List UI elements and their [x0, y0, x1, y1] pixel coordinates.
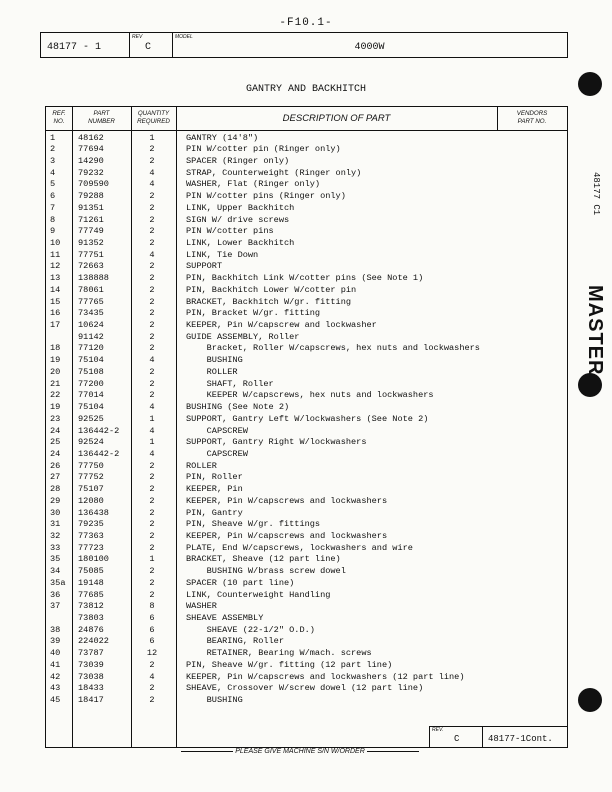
- ref-no: 27: [50, 472, 61, 483]
- table-row: [46, 308, 567, 320]
- quantity: 6: [149, 613, 155, 624]
- quantity: 2: [149, 273, 155, 284]
- table-row: [46, 437, 567, 449]
- part-number: 18417: [78, 695, 104, 706]
- quantity: 2: [149, 284, 155, 295]
- quantity: 2: [149, 202, 155, 213]
- part-number: 77750: [78, 460, 104, 471]
- description: BUSHING W/brass screw dowel: [186, 566, 346, 577]
- part-number: 24876: [78, 624, 104, 635]
- ref-no: 39: [50, 636, 61, 647]
- ref-no: 37: [50, 601, 61, 612]
- ref-no: 23: [50, 413, 61, 424]
- part-number: 77200: [78, 378, 104, 389]
- part-number: 18433: [78, 683, 104, 694]
- side-doc-code: [583, 172, 605, 232]
- table-row: [46, 449, 567, 461]
- part-number: 180100: [78, 554, 109, 565]
- header-part-number: PART NUMBER: [88, 110, 115, 125]
- part-number: 73435: [78, 308, 104, 319]
- part-number: 75108: [78, 366, 104, 377]
- ref-no: 7: [50, 202, 56, 213]
- part-number: 92525: [78, 413, 104, 424]
- ref-no: 15: [50, 296, 61, 307]
- quantity: 2: [149, 214, 155, 225]
- table-row: [46, 273, 567, 285]
- part-number: 91352: [78, 237, 104, 248]
- table-row: [46, 695, 567, 707]
- description: ROLLER: [186, 366, 238, 377]
- part-number-cell: [41, 33, 130, 57]
- ref-no: 25: [50, 437, 61, 448]
- master-stamp: [582, 285, 608, 375]
- quantity: 2: [149, 566, 155, 577]
- table-row: [46, 215, 567, 227]
- description: CAPSCREW: [186, 448, 248, 459]
- part-number: 79235: [78, 519, 104, 530]
- description: PIN, Backhitch Lower W/cotter pin: [186, 284, 357, 295]
- part-number: 77752: [78, 472, 104, 483]
- part-number: 72663: [78, 261, 104, 272]
- header-separator: [46, 130, 567, 131]
- ref-no: 24: [50, 448, 61, 459]
- quantity: 2: [149, 683, 155, 694]
- bottom-rev-label: REV.: [432, 727, 444, 733]
- description: STRAP, Counterweight (Ringer only): [186, 167, 362, 178]
- description: SUPPORT: [186, 261, 223, 272]
- table-row: [46, 226, 567, 238]
- binder-hole: [578, 72, 602, 96]
- model-label: MODEL: [175, 34, 193, 40]
- description: LINK, Counterweight Handling: [186, 589, 331, 600]
- part-number: 224022: [78, 636, 109, 647]
- description: BRACKET, Sheave (12 part line): [186, 554, 341, 565]
- table-row: [46, 531, 567, 543]
- quantity: 2: [149, 366, 155, 377]
- description: KEEPER, Pin W/capscrews and lockwashers: [186, 530, 388, 541]
- part-number: 73803: [78, 613, 104, 624]
- table-row: [46, 285, 567, 297]
- quantity: 2: [149, 331, 155, 342]
- quantity: 1: [149, 413, 155, 424]
- table-row: [46, 144, 567, 156]
- quantity: 2: [149, 695, 155, 706]
- ref-no: 21: [50, 378, 61, 389]
- footer-rule-left: [181, 751, 233, 752]
- description: PIN, Sheave W/gr. fitting (12 part line): [186, 659, 393, 670]
- quantity: 2: [149, 296, 155, 307]
- footer-text: PLEASE GIVE MACHINE S/N W/ORDER: [235, 748, 365, 755]
- page-title: -F10.1-: [279, 17, 333, 29]
- table-row: [46, 332, 567, 344]
- description: KEEPER, Pin W/capscrew and lockwasher: [186, 320, 377, 331]
- table-row: [46, 320, 567, 332]
- quantity: 4: [149, 402, 155, 413]
- description: PLATE, End W/capscrews, lockwashers and wire: [186, 542, 413, 553]
- description: PIN, Sheave W/gr. fittings: [186, 519, 321, 530]
- rev-cell: [129, 33, 173, 57]
- part-number: 91351: [78, 202, 104, 213]
- description: CAPSCREW: [186, 425, 248, 436]
- description: WASHER: [186, 601, 217, 612]
- table-row: [46, 297, 567, 309]
- ref-no: 14: [50, 284, 61, 295]
- part-number: 79288: [78, 191, 104, 202]
- bottom-rev: C: [454, 734, 460, 744]
- ref-no: 30: [50, 507, 61, 518]
- quantity: 2: [149, 261, 155, 272]
- quantity: 4: [149, 448, 155, 459]
- quantity: 1: [149, 437, 155, 448]
- ref-no: 38: [50, 624, 61, 635]
- header-quantity: QUANTITY REQUIRED: [137, 110, 170, 125]
- part-number: 48162: [78, 132, 104, 143]
- description: BUSHING (See Note 2): [186, 402, 290, 413]
- table-row: [46, 203, 567, 215]
- part-number: 136438: [78, 507, 109, 518]
- description: SHEAVE ASSEMBLY: [186, 613, 264, 624]
- ref-no: 11: [50, 249, 61, 260]
- ref-no: 5: [50, 179, 56, 190]
- table-row: [46, 156, 567, 168]
- description: LINK, Tie Down: [186, 249, 259, 260]
- description: KEEPER, Pin W/capscrews and lockwashers (12 part line): [186, 671, 465, 682]
- part-number: 709590: [78, 179, 109, 190]
- table-row: [46, 613, 567, 625]
- description: PIN W/cotter pins (Ringer only): [186, 191, 346, 202]
- description: SUPPORT, Gantry Left W/lockwashers (See Note 2): [186, 413, 429, 424]
- ref-no: 16: [50, 308, 61, 319]
- part-number: 77749: [78, 226, 104, 237]
- quantity: 2: [149, 659, 155, 670]
- quantity: 1: [149, 132, 155, 143]
- part-number: 77014: [78, 390, 104, 401]
- part-number: 73038: [78, 671, 104, 682]
- ref-no: 41: [50, 659, 61, 670]
- table-row: [46, 179, 567, 191]
- part-number: 136442-2: [78, 448, 120, 459]
- quantity: 2: [149, 472, 155, 483]
- description: BUSHING: [186, 355, 243, 366]
- part-number: 75104: [78, 355, 104, 366]
- quantity: 2: [149, 460, 155, 471]
- ref-no: 19: [50, 402, 61, 413]
- ref-no: 36: [50, 589, 61, 600]
- table-row: [46, 519, 567, 531]
- description: RETAINER, Bearing W/mach. screws: [186, 648, 372, 659]
- table-row: [46, 238, 567, 250]
- part-number: 77363: [78, 530, 104, 541]
- binder-hole: [578, 688, 602, 712]
- ref-no: 12: [50, 261, 61, 272]
- ref-no: 42: [50, 671, 61, 682]
- description: PIN W/cotter pin (Ringer only): [186, 144, 341, 155]
- ref-no: 45: [50, 695, 61, 706]
- description: PIN, Backhitch Link W/cotter pins (See Note 1): [186, 273, 424, 284]
- ref-no: 10: [50, 237, 61, 248]
- part-number: 73787: [78, 648, 104, 659]
- quantity: 12: [146, 648, 158, 659]
- table-row: [46, 543, 567, 555]
- ref-no: 9: [50, 226, 56, 237]
- model-value: 4000W: [354, 42, 385, 53]
- bottom-box: [429, 726, 567, 747]
- header-vendors-part: VENDORS PART NO.: [516, 110, 548, 125]
- ref-no: 26: [50, 460, 61, 471]
- quantity: 2: [149, 542, 155, 553]
- table-row: [46, 426, 567, 438]
- description: PIN, Gantry: [186, 507, 243, 518]
- section-title: GANTRY AND BACKHITCH: [245, 84, 367, 95]
- description: SHEAVE, Crossover W/screw dowel (12 part line): [186, 683, 424, 694]
- ref-no: 2: [50, 144, 56, 155]
- quantity: 2: [149, 226, 155, 237]
- quantity: 2: [149, 484, 155, 495]
- part-number: 92524: [78, 437, 104, 448]
- part-number: 75107: [78, 484, 104, 495]
- description: BUSHING: [186, 695, 243, 706]
- parts-table: [45, 106, 568, 748]
- table-row: [46, 461, 567, 473]
- part-number: 73039: [78, 659, 104, 670]
- quantity: 2: [149, 308, 155, 319]
- table-row: [46, 636, 567, 648]
- quantity: 2: [149, 577, 155, 588]
- quantity: 2: [149, 144, 155, 155]
- description: GANTRY (14'8"): [186, 132, 259, 143]
- ref-no: 22: [50, 390, 61, 401]
- table-row: [46, 484, 567, 496]
- part-number: 79232: [78, 167, 104, 178]
- quantity: 2: [149, 191, 155, 202]
- rev-label: REV: [132, 34, 143, 40]
- table-row: [46, 566, 567, 578]
- part-number: 77685: [78, 589, 104, 600]
- description: SHEAVE (22-1/2" O.D.): [186, 624, 315, 635]
- part-number: 75085: [78, 566, 104, 577]
- quantity: 2: [149, 320, 155, 331]
- ref-no: 3: [50, 155, 56, 166]
- part-number: 77694: [78, 144, 104, 155]
- description: SPACER (10 part line): [186, 577, 295, 588]
- description: SIGN W/ drive screws: [186, 214, 290, 225]
- ref-no: 40: [50, 648, 61, 659]
- part-number: 77765: [78, 296, 104, 307]
- table-row: [46, 367, 567, 379]
- part-number: 14290: [78, 155, 104, 166]
- table-row: [46, 625, 567, 637]
- footer-rule-right: [367, 751, 419, 752]
- ref-no: 28: [50, 484, 61, 495]
- model-cell: [172, 33, 567, 57]
- description: GUIDE ASSEMBLY, Roller: [186, 331, 300, 342]
- ref-no: 29: [50, 495, 61, 506]
- table-row: [46, 472, 567, 484]
- quantity: 4: [149, 671, 155, 682]
- part-number: 75104: [78, 402, 104, 413]
- table-row: [46, 390, 567, 402]
- part-number: 12080: [78, 495, 104, 506]
- table-row: [46, 379, 567, 391]
- continuation-ref: 48177-1Cont.: [488, 734, 553, 744]
- description: KEEPER W/capscrews, hex nuts and lockwashers: [186, 390, 434, 401]
- table-row: [46, 508, 567, 520]
- ref-no: 20: [50, 366, 61, 377]
- table-row: [46, 250, 567, 262]
- quantity: 4: [149, 179, 155, 190]
- table-row: [46, 590, 567, 602]
- ref-no: 33: [50, 542, 61, 553]
- part-number: 77120: [78, 343, 104, 354]
- table-row: [46, 601, 567, 613]
- description: PIN, Bracket W/gr. fitting: [186, 308, 321, 319]
- quantity: 8: [149, 601, 155, 612]
- table-row: [46, 648, 567, 660]
- rev-value: C: [145, 42, 152, 53]
- description: Bracket, Roller W/capscrews, hex nuts and lockwashers: [186, 343, 480, 354]
- quantity: 4: [149, 249, 155, 260]
- ref-no: 17: [50, 320, 61, 331]
- description: SUPPORT, Gantry Right W/lockwashers: [186, 437, 367, 448]
- description: WASHER, Flat (Ringer only): [186, 179, 321, 190]
- footer-note: [150, 748, 450, 755]
- description: BRACKET, Backhitch W/gr. fitting: [186, 296, 352, 307]
- ref-no: 34: [50, 566, 61, 577]
- table-row: [46, 578, 567, 590]
- binder-hole: [578, 373, 602, 397]
- bottom-divider: [482, 727, 483, 747]
- table-row: [46, 672, 567, 684]
- part-number: 136442-2: [78, 425, 120, 436]
- description: LINK, Upper Backhitch: [186, 202, 295, 213]
- part-number: 78061: [78, 284, 104, 295]
- description: PIN W/cotter pins: [186, 226, 274, 237]
- quantity: 2: [149, 507, 155, 518]
- description: BEARING, Roller: [186, 636, 284, 647]
- ref-no: 35: [50, 554, 61, 565]
- description: KEEPER, Pin W/capscrews and lockwashers: [186, 495, 388, 506]
- table-row: [46, 343, 567, 355]
- part-number: 10624: [78, 320, 104, 331]
- description: ROLLER: [186, 460, 217, 471]
- part-number: 73812: [78, 601, 104, 612]
- ref-no: 31: [50, 519, 61, 530]
- quantity: 2: [149, 530, 155, 541]
- description: KEEPER, Pin: [186, 484, 243, 495]
- quantity: 1: [149, 554, 155, 565]
- table-row: [46, 496, 567, 508]
- ref-no: 4: [50, 167, 56, 178]
- quantity: 6: [149, 624, 155, 635]
- quantity: 4: [149, 167, 155, 178]
- header-box: [40, 32, 568, 58]
- table-row: [46, 402, 567, 414]
- quantity: 2: [149, 519, 155, 530]
- part-number: 71261: [78, 214, 104, 225]
- quantity: 6: [149, 636, 155, 647]
- ref-no: 8: [50, 214, 56, 225]
- part-number: 91142: [78, 331, 104, 342]
- quantity: 2: [149, 237, 155, 248]
- part-number: 19148: [78, 577, 104, 588]
- table-row: [46, 261, 567, 273]
- quantity: 2: [149, 589, 155, 600]
- description: LINK, Lower Backhitch: [186, 237, 295, 248]
- quantity: 2: [149, 495, 155, 506]
- part-number: 138888: [78, 273, 109, 284]
- side-doc-code-text: 48177 C1: [591, 172, 601, 216]
- header-description: DESCRIPTION OF PART: [282, 113, 391, 124]
- ref-no: 18: [50, 343, 61, 354]
- ref-no: 43: [50, 683, 61, 694]
- description: SHAFT, Roller: [186, 378, 274, 389]
- table-row: [46, 660, 567, 672]
- ref-no: 35a: [50, 577, 66, 588]
- ref-no: 6: [50, 191, 56, 202]
- quantity: 4: [149, 355, 155, 366]
- part-number: 48177 - 1: [47, 42, 102, 53]
- table-row: [46, 414, 567, 426]
- quantity: 2: [149, 390, 155, 401]
- table-row: [46, 554, 567, 566]
- ref-no: 19: [50, 355, 61, 366]
- quantity: 2: [149, 155, 155, 166]
- table-row: [46, 355, 567, 367]
- part-number: 77751: [78, 249, 104, 260]
- table-row: [46, 168, 567, 180]
- master-stamp-text: MASTER: [584, 285, 606, 376]
- quantity: 4: [149, 425, 155, 436]
- ref-no: 13: [50, 273, 61, 284]
- description: PIN, Roller: [186, 472, 243, 483]
- ref-no: 24: [50, 425, 61, 436]
- table-row: [46, 191, 567, 203]
- ref-no: 32: [50, 530, 61, 541]
- header-ref: REF. NO.: [52, 110, 66, 125]
- quantity: 2: [149, 343, 155, 354]
- table-row: [46, 683, 567, 695]
- description: SPACER (Ringer only): [186, 155, 290, 166]
- table-row: [46, 133, 567, 145]
- ref-no: 1: [50, 132, 56, 143]
- part-number: 77723: [78, 542, 104, 553]
- quantity: 2: [149, 378, 155, 389]
